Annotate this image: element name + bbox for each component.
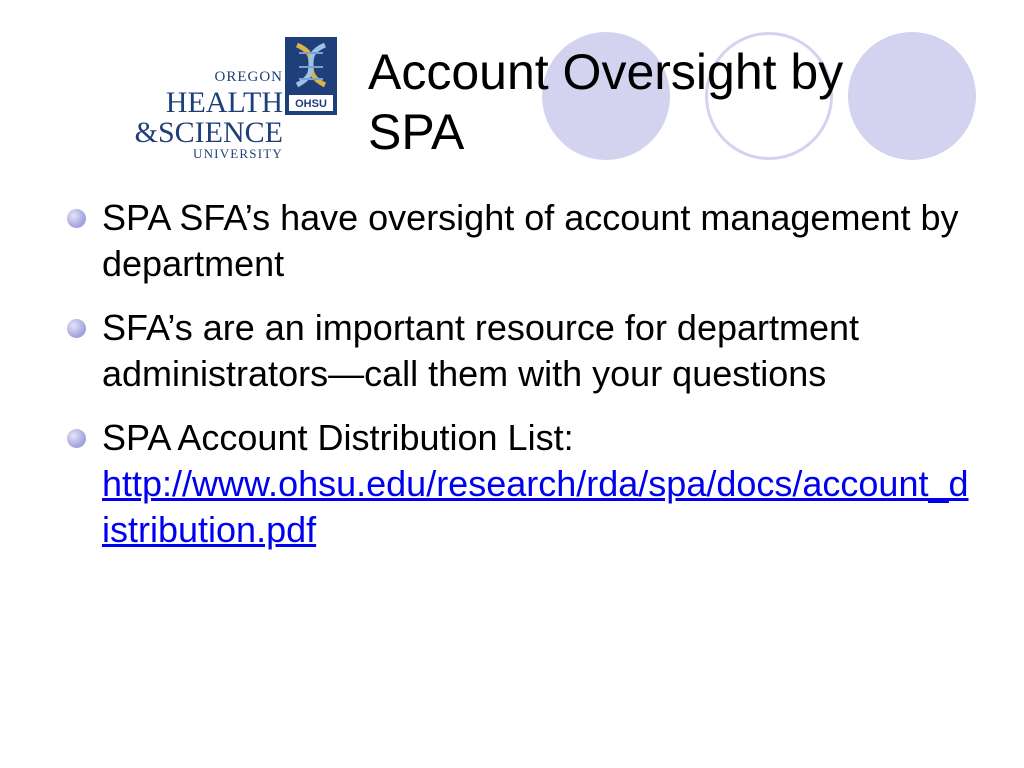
logo-text-health: HEALTH	[165, 86, 283, 119]
logo-badge-text: OHSU	[295, 98, 327, 110]
bullet-dot-icon	[67, 319, 86, 338]
logo-text-science: &SCIENCE	[134, 116, 283, 149]
ohsu-logo	[134, 35, 345, 161]
bullet-item	[62, 195, 972, 287]
distribution-list-link[interactable]: http://www.ohsu.edu/research/rda/spa/docs/account_distribution.pdf	[102, 463, 969, 550]
logo-text-oregon: OREGON	[214, 69, 283, 85]
dna-shield-icon	[285, 37, 337, 115]
bullet-list	[62, 195, 972, 571]
bullet-dot-icon	[67, 429, 86, 448]
bullet-text: SPA SFA’s have oversight of account management by department	[102, 197, 959, 284]
bullet-text: SFA’s are an important resource for department administrators—call them with your questions	[102, 307, 860, 394]
bullet-item	[62, 305, 972, 397]
slide-title: Account Oversight by SPA	[368, 44, 844, 160]
bullet-text: SPA Account Distribution List:	[102, 417, 574, 458]
logo-text-university: UNIVERSITY	[193, 146, 283, 161]
bullet-item	[62, 415, 972, 553]
bullet-dot-icon	[67, 209, 86, 228]
